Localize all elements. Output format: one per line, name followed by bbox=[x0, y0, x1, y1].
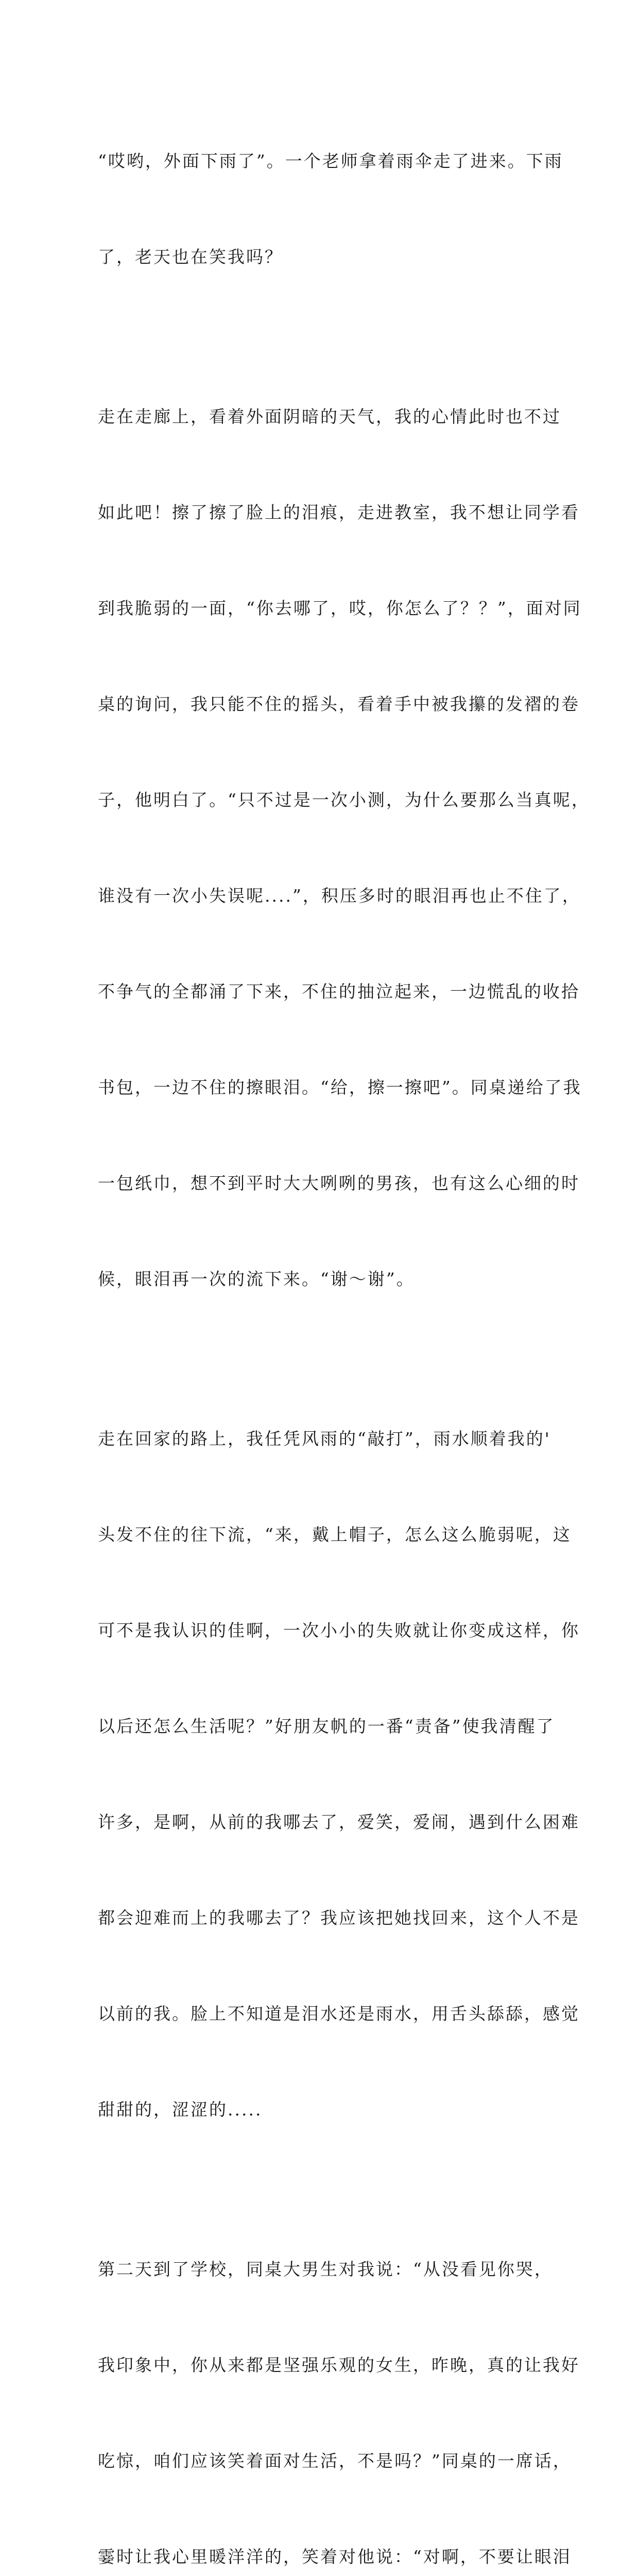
paragraph-4 bbox=[98, 2190, 580, 2576]
text-line: 不争气的全都涌了下来，不住的抽泣起来，一边慌乱的收拾 bbox=[98, 981, 580, 1002]
text-line: 到我脆弱的一面，“你去哪了，哎，你怎么了？？”，面对同 bbox=[98, 598, 582, 618]
text-line: 走在回家的路上，我任凭风雨的“敲打”，雨水顺着我的' bbox=[98, 1429, 551, 1449]
text-line: 以后还怎么生活呢？”好朋友帆的一番“责备”使我清醒了 bbox=[98, 1716, 555, 1736]
text-line: 谁没有一次小失误呢....”，积压多时的眼泪再也止不住了， bbox=[98, 886, 581, 906]
text-line: 了，老天也在笑我吗？ bbox=[98, 247, 283, 267]
text-line: 头发不住的往下流，“来，戴上帽子，怎么这么脆弱呢，这 bbox=[98, 1524, 572, 1545]
text-line: 走在走廊上，看着外面阴暗的天气，我的心情此时也不过 bbox=[98, 406, 561, 427]
text-line: 子，他明白了。“只不过是一次小测，为什么要那么当真呢， bbox=[98, 790, 590, 810]
text-line: 吃惊，咱们应该笑着面对生活，不是吗？”同桌的一席话， bbox=[98, 2451, 572, 2471]
text-line: 以前的我。脸上不知道是泪水还是雨水，用舌头舔舔，感觉 bbox=[98, 2004, 580, 2024]
text-line: “哎哟，外面下雨了”。一个老师拿着雨伞走了进来。下雨 bbox=[98, 151, 563, 171]
paragraph-1 bbox=[98, 81, 563, 337]
text-line: 我印象中，你从来都是坚强乐观的女生，昨晚，真的让我好 bbox=[98, 2355, 580, 2375]
text-line: 第二天到了学校，同桌大男生对我说：“从没看见你哭， bbox=[98, 2259, 553, 2279]
text-line: 许多，是啊，从前的我哪去了，爱笑，爱闹，遇到什么困难 bbox=[98, 1812, 580, 1832]
document-page bbox=[98, 81, 590, 2576]
text-line: 都会迎难而上的我哪去了？我应该把她找回来，这个人不是 bbox=[98, 1908, 580, 1928]
text-line: 候，眼泪再一次的流下来。“谢～谢”。 bbox=[98, 1269, 415, 1289]
paragraph-2 bbox=[98, 337, 590, 1359]
text-line: 甜甜的，涩涩的..... bbox=[98, 2099, 263, 2120]
paragraph-3 bbox=[98, 1359, 580, 2190]
text-line: 霎时让我心里暖洋洋的，笑着对他说：“对啊，不要让眼泪 bbox=[98, 2547, 572, 2567]
text-line: 书包，一边不住的擦眼泪。“给，擦一擦吧”。同桌递给了我 bbox=[98, 1077, 582, 1097]
text-line: 桌的询问，我只能不住的摇头，看着手中被我攥的发褶的卷 bbox=[98, 694, 580, 714]
text-line: 一包纸巾，想不到平时大大咧咧的男孩，也有这么心细的时 bbox=[98, 1173, 580, 1193]
text-line: 如此吧！擦了擦了脸上的泪痕，走进教室，我不想让同学看 bbox=[98, 502, 580, 522]
text-line: 可不是我认识的佳啊，一次小小的失败就让你变成这样，你 bbox=[98, 1620, 580, 1640]
